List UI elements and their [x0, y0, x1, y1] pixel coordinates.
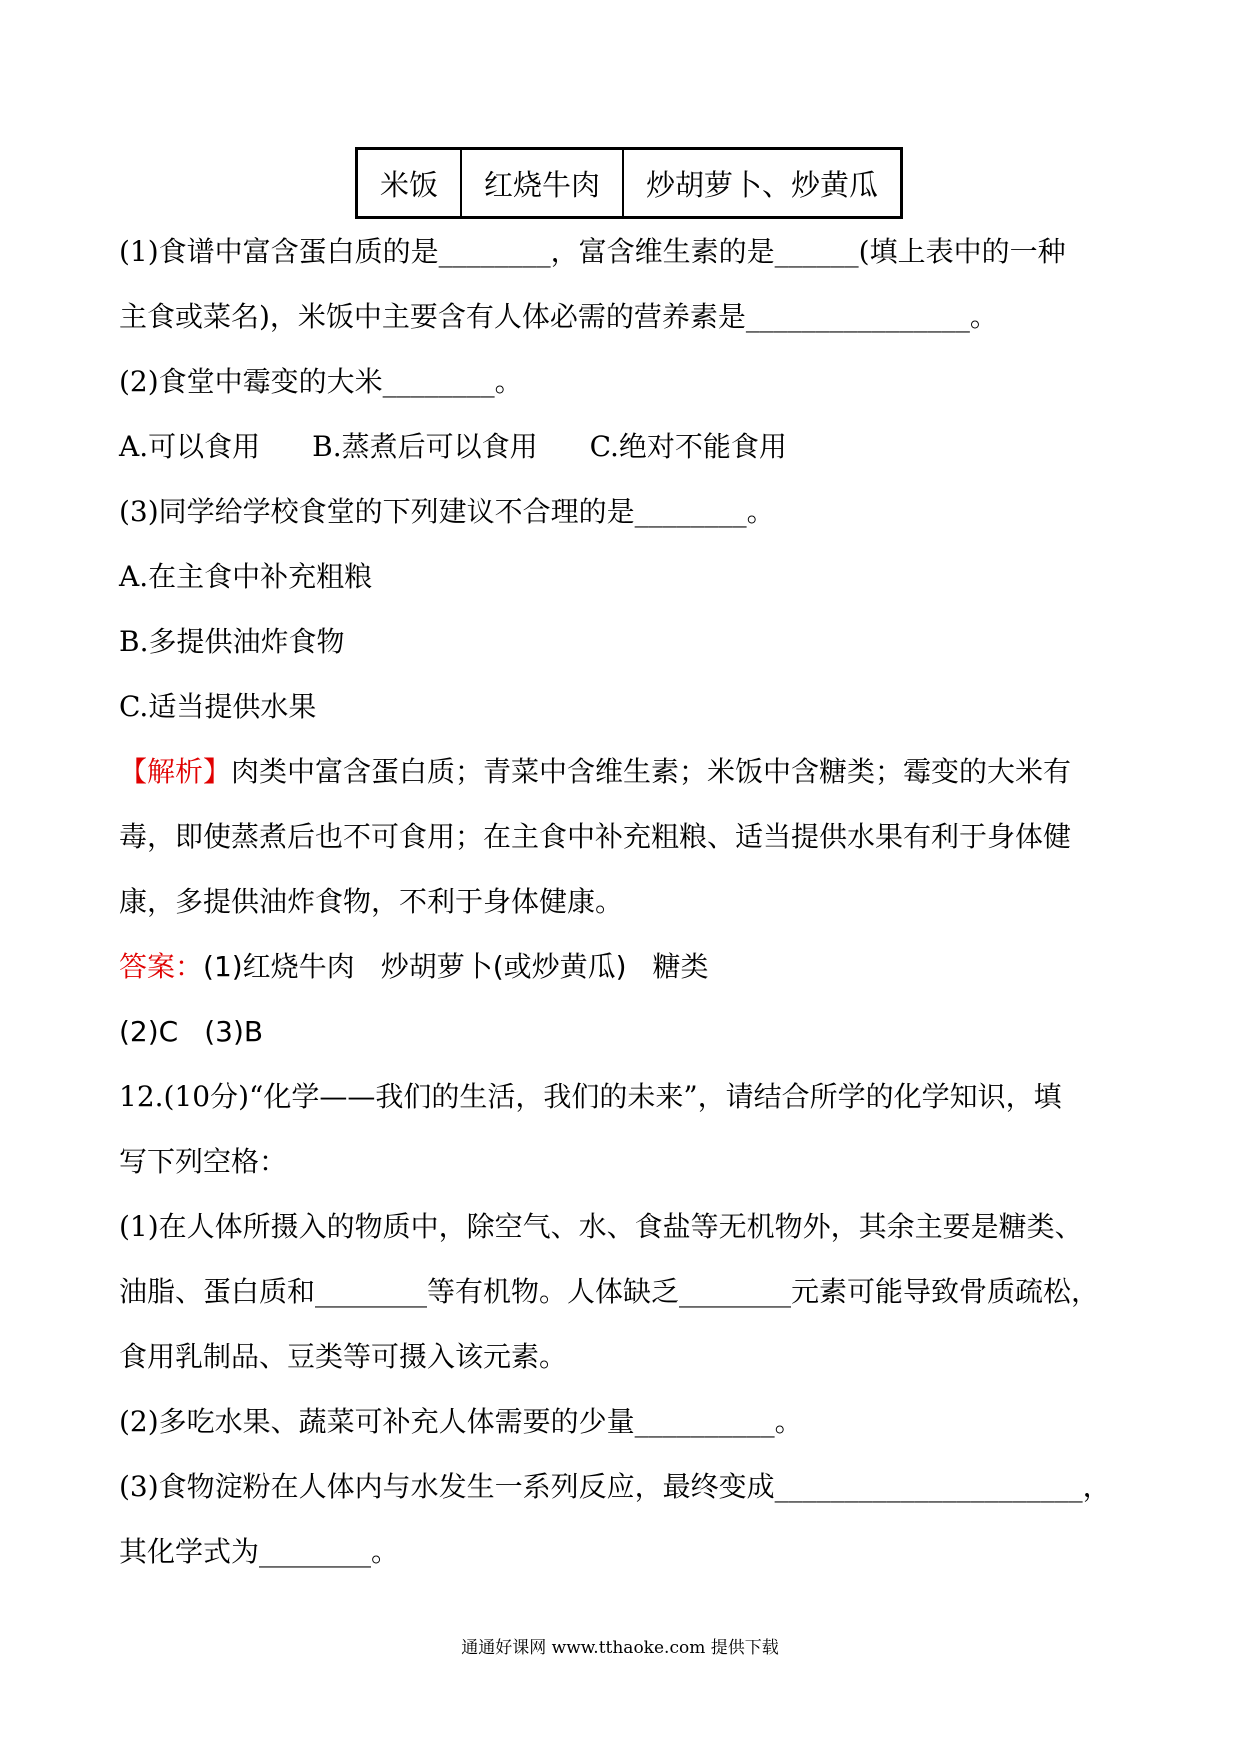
q12-stem-line2: 写下列空格： — [119, 1145, 288, 1178]
q11-part3-option-a: A.在主食中补充粗粮 — [119, 560, 373, 593]
q11-part2-options — [119, 427, 839, 467]
answer-line1: 答案：(1)红烧牛肉 炒胡萝卜(或炒黄瓜) 糖类 — [119, 950, 709, 983]
answer-label: 答案： — [119, 950, 204, 983]
q12-part2: (2)多吃水果、蔬菜可补充人体需要的少量__________。 — [119, 1405, 803, 1438]
q11-part3-option-c: C.适当提供水果 — [119, 690, 317, 723]
q12-part3-line1: (3)食物淀粉在人体内与水发生一系列反应，最终变成______________________， — [119, 1470, 1111, 1503]
analysis-line1: 【解析】肉类中富含蛋白质；青菜中含维生素；米饭中含糖类；霉变的大米有 — [119, 755, 1072, 788]
table-cell-staple: 米饭 — [357, 149, 462, 218]
q11-part1-line1: (1)食谱中富含蛋白质的是________，富含维生素的是______(填上表中的一种 — [119, 235, 1066, 268]
option-c: C.绝对不能食用 — [589, 430, 787, 463]
q11-part1-line2: 主食或菜名)，米饭中主要含有人体必需的营养素是________________。 — [119, 300, 998, 333]
analysis-line3: 康，多提供油炸食物，不利于身体健康。 — [119, 885, 624, 918]
q11-part3-option-b: B.多提供油炸食物 — [119, 625, 345, 658]
q11-part3: (3)同学给学校食堂的下列建议不合理的是________。 — [119, 495, 775, 528]
page-footer: 通通好课网 www.tthaoke.com 提供下载 — [461, 1638, 779, 1658]
menu-table — [355, 147, 903, 219]
q12-part3-line2: 其化学式为________。 — [119, 1535, 400, 1568]
q12-part1-line1: (1)在人体所摄入的物质中，除空气、水、食盐等无机物外，其余主要是糖类、 — [119, 1210, 1083, 1243]
analysis-line2: 毒，即使蒸煮后也不可食用；在主食中补充粗粮、适当提供水果有利于身体健 — [119, 820, 1072, 853]
q11-part2: (2)食堂中霉变的大米________。 — [119, 365, 523, 398]
q12-part1-line2: 油脂、蛋白质和________等有机物。人体缺乏________元素可能导致骨质疏松， — [119, 1275, 1100, 1308]
q12-stem-line1: 12.(10分)“化学——我们的生活，我们的未来”，请结合所学的化学知识，填 — [119, 1080, 1062, 1113]
analysis-label: 【解析】 — [119, 755, 232, 788]
answer-line2: (2)C (3)B — [119, 1015, 264, 1048]
q12-part1-line3: 食用乳制品、豆类等可摄入该元素。 — [119, 1340, 568, 1373]
option-a: A.可以食用 — [119, 430, 261, 463]
table-row — [357, 149, 902, 218]
table-cell-beef: 红烧牛肉 — [461, 149, 623, 218]
table-cell-vegetables: 炒胡萝卜、炒黄瓜 — [623, 149, 902, 218]
option-b: B.蒸煮后可以食用 — [312, 430, 538, 463]
